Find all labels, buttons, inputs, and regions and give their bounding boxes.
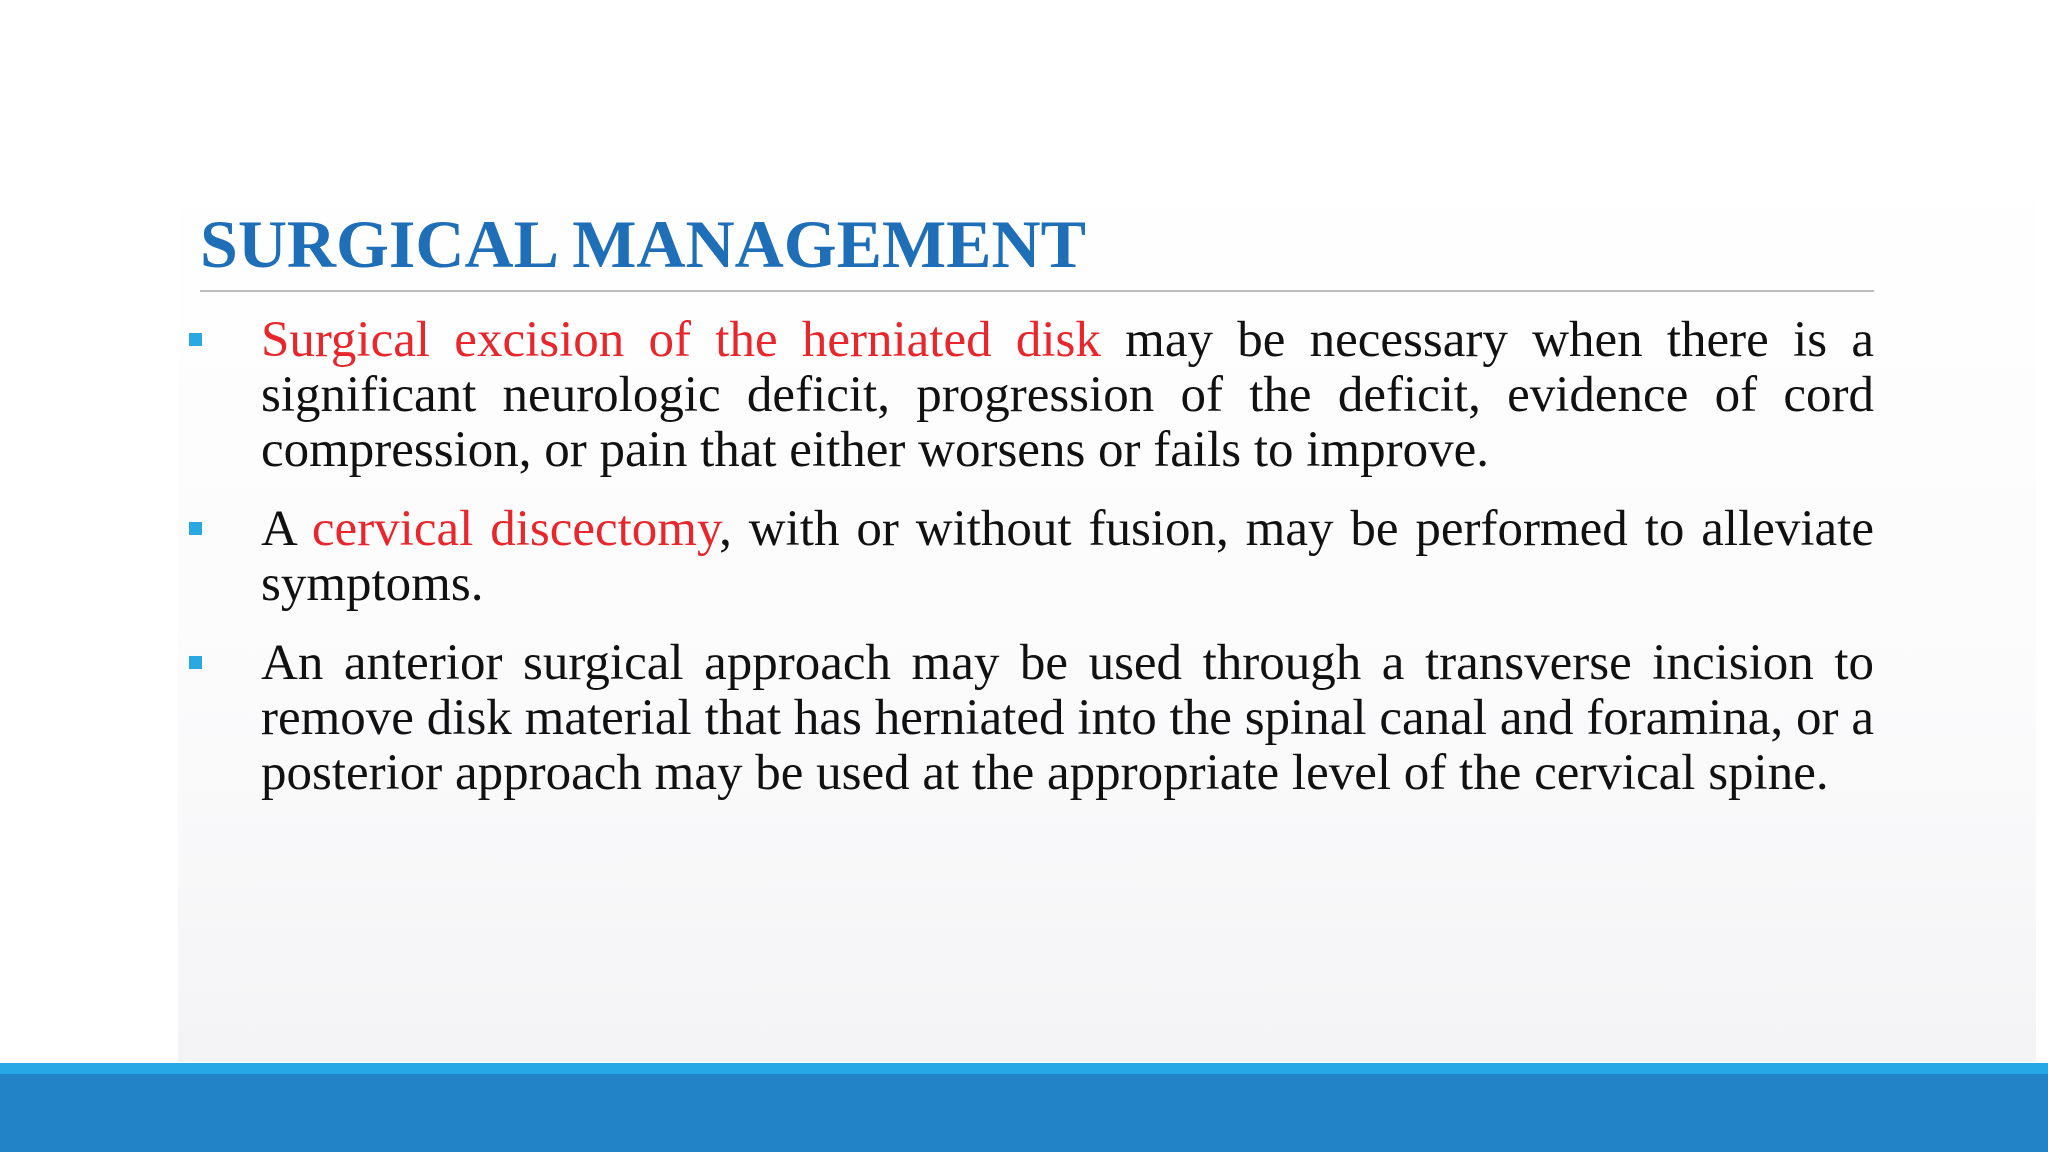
footer-bar xyxy=(0,1074,2048,1152)
footer-accent-bar xyxy=(0,1063,2048,1074)
square-bullet-icon xyxy=(189,522,202,535)
bullet-body-text: , with or without fusion, may be performed to alleviate symptoms. xyxy=(261,501,1874,612)
square-bullet-icon xyxy=(189,656,202,669)
bullet-item-anterior-approach xyxy=(180,636,1874,801)
bullet-body-text: An anterior surgical approach may be used through a transverse incision to remove disk material that has herniated into the spinal canal and foramina, or a posterior approach may be used at the appropriate level of the cervical spine. xyxy=(261,635,1874,801)
bullet-item-surgical-excision xyxy=(180,313,1874,478)
slide-title: SURGICAL MANAGEMENT xyxy=(200,206,1086,282)
square-bullet-icon xyxy=(189,333,202,346)
bullet-text xyxy=(261,313,1874,478)
highlighted-term: cervical discectomy xyxy=(311,501,720,557)
bullet-body-text: may be necessary when there is a significant neurologic deficit, progression of the deficit, evidence of cord compression, or pain that either worsens or fails to improve. xyxy=(261,312,1874,478)
bullet-item-cervical-discectomy xyxy=(180,502,1874,612)
highlighted-term: Surgical excision of the herniated disk xyxy=(261,312,1101,368)
bullet-text xyxy=(261,502,1874,612)
title-underline xyxy=(200,290,1874,292)
bullet-lead-text: A xyxy=(261,501,312,557)
bullet-list xyxy=(180,313,1874,825)
